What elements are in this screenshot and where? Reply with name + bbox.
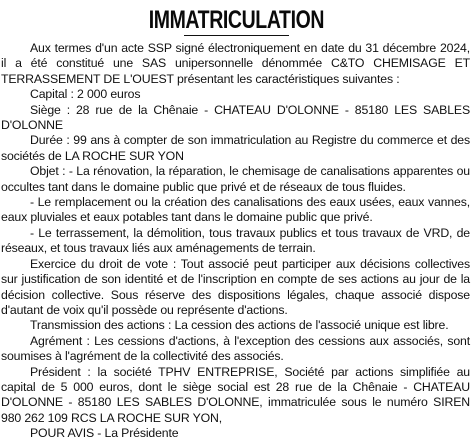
paragraph-objet-3: - Le terrassement, la démolition, tous travaux publics et tous travaux de VRD, de réseaux, et tous travaux liés aux aménagements de terrain. <box>1 225 470 256</box>
notice-body <box>1 41 470 442</box>
paragraph-transmission: Transmission des actions : La cession des actions de l'associé unique est libre. <box>30 318 449 333</box>
paragraph-president: Président : la société TPHV ENTREPRISE, Société par actions simplifiée au capital de 5 000 euros, dont le siège social est 28 rue de la Chênaie - CHATEAU D'OLONNE - 85180 LES SABLES D'OLONNE, immatriculée sous le numéro SIREN 980 262 109 RCS LA ROCHE SUR YON, <box>1 364 470 425</box>
paragraph-intro: Aux termes d'un acte SSP signé électroniquement en date du 31 décembre 2024, il a été constitué une SAS unipersonnelle dénommée C&TO CHEMISAGE ET TERRASSEMENT DE L'OUEST présentant les caractéristiques suivantes : <box>1 41 470 86</box>
paragraph-siege: Siège : 28 rue de la Chênaie - CHATEAU D'OLONNE - 85180 LES SABLES D'OLONNE <box>1 102 470 133</box>
paragraph-duree: Durée : 99 ans à compter de son immatriculation au Registre du commerce et des sociétés de LA ROCHE SUR YON <box>1 133 470 163</box>
paragraph-signature: POUR AVIS - La Présidente <box>30 426 179 441</box>
paragraph-droit-de-vote: Exercice du droit de vote : Tout associé peut participer aux décisions collectives sur justification de son identité et de l'inscription en compte de ses actions au jour de la décision collective. Sous réserve des dispositions légales, chaque associé dispose d'autant de voix qu'il possède ou représente d'actions. <box>1 256 470 317</box>
paragraph-objet-2: - Le remplacement ou la création des canalisations des eaux usées, eaux vannes, eaux pluviales et eaux potables tant dans le domaine public que privé. <box>1 195 470 225</box>
paragraph-capital: Capital : 2 000 euros <box>30 87 141 102</box>
paragraph-agrement: Agrément : Les cessions d'actions, à l'exception des cessions aux associés, sont soumises à l'agrément de la collectivité des associés. <box>1 333 470 364</box>
title-underline <box>184 35 289 36</box>
paragraph-objet: Objet : - La rénovation, la réparation, le chemisage de canalisations apparentes ou occultes tant dans le domaine public que privé et de réseaux de tous fluides. <box>1 164 470 194</box>
notice-title: IMMATRICULATION <box>148 6 325 34</box>
